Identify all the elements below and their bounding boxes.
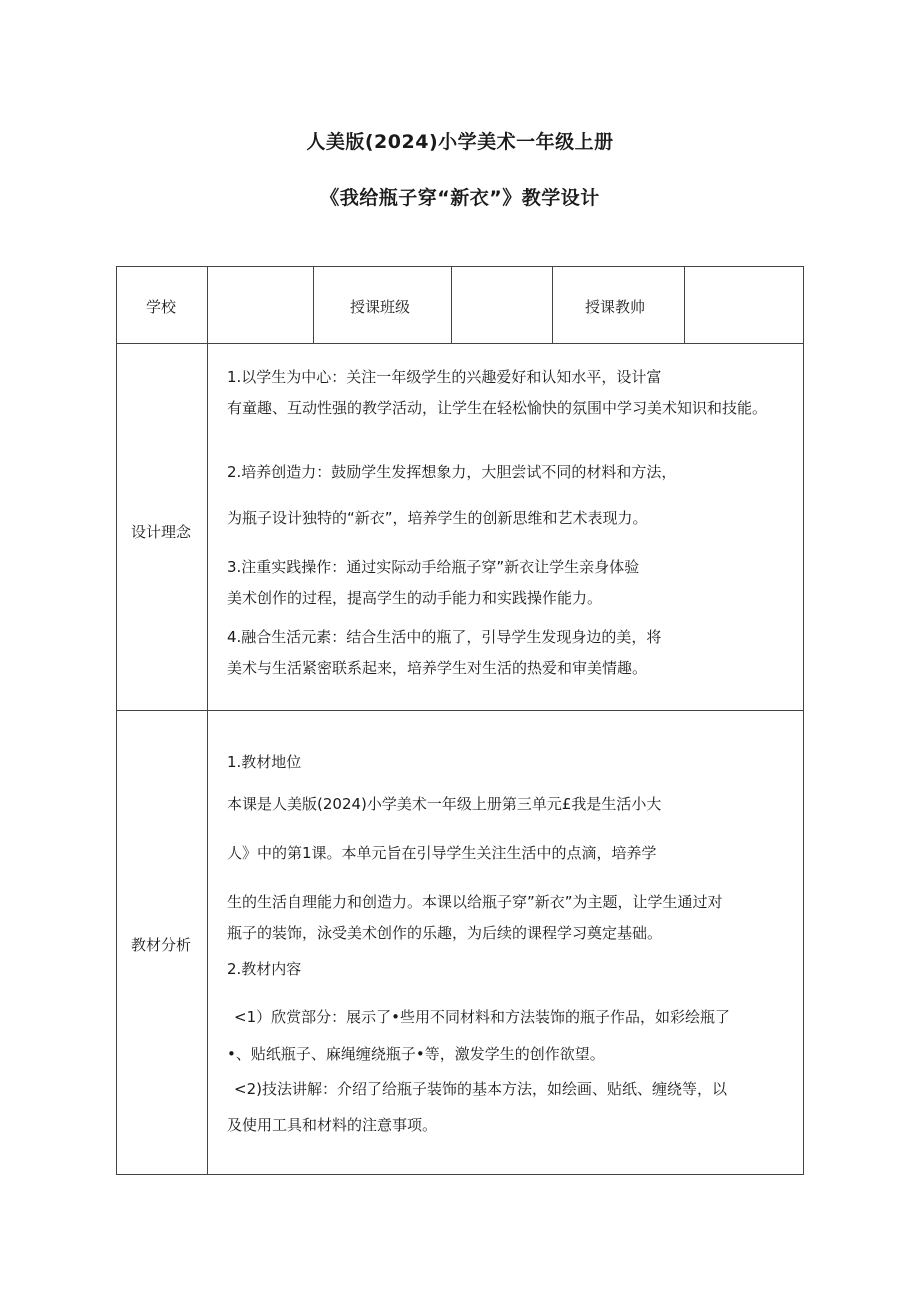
info-row-divider <box>313 266 314 343</box>
concept-point-3-line1: 3.注重实践操作：通过实际动手给瓶子穿”新衣让学生亲身体验 <box>227 558 640 576</box>
concept-point-4-line1: 4.融合生活元素：结合生活中的瓶了，引导学生发现身边的美，将 <box>227 628 662 646</box>
concept-point-2-line2: 为瓶子设计独特的“新衣”，培养学生的创新思维和艺术表现力。 <box>227 509 648 527</box>
material-line: <2)技法讲解：介绍了给瓶子装饰的基本方法，如绘画、贴纸、缠绕等，以 <box>234 1080 727 1098</box>
label-column-divider <box>207 266 208 1175</box>
material-line: 及使用工具和材料的注意事项。 <box>227 1116 438 1134</box>
class-value[interactable] <box>452 267 552 343</box>
concept-point-1-line1: 1.以学生为中心：关注一年级学生的兴趣爱好和认知水平，设计富 <box>227 368 662 386</box>
document-title: 人美版(2024)小学美术一年级上册 <box>306 131 614 153</box>
school-value[interactable] <box>208 267 313 343</box>
material-line: 本课是人美版(2024)小学美术一年级上册第三单元£我是生活小大 <box>227 795 662 813</box>
document-subtitle: 《我给瓶子穿“新衣”》教学设计 <box>320 187 600 209</box>
info-row-divider <box>552 266 553 343</box>
concept-point-4-line2: 美术与生活紧密联系起来，培养学生对生活的热爱和审美情趣。 <box>227 659 648 677</box>
material-line: 人》中的第1课。本单元旨在引导学生关注生活中的点滴，培养学 <box>227 844 657 862</box>
row-divider <box>116 710 804 711</box>
school-label: 学校 <box>146 298 177 316</box>
material-analysis-label: 教材分析 <box>131 936 192 954</box>
teacher-label: 授课教帅 <box>585 298 646 316</box>
row-divider <box>116 343 804 344</box>
class-label: 授课班级 <box>350 298 411 316</box>
material-line: 瓶子的装饰，泳受美术创作的乐趣，为后续的课程学习奠定基础。 <box>227 924 663 942</box>
concept-point-1-line2: 有童趣、互动性强的教学活动，让学生在轻松愉快的氛围中学习美术知识和技能。 <box>227 399 768 417</box>
material-line: 生的生活自理能力和创造力。本课以给瓶子穿”新衣”为主题，让学生通过对 <box>227 893 723 911</box>
material-heading-2: 2.教材内容 <box>227 960 302 978</box>
teacher-value[interactable] <box>685 267 803 343</box>
material-heading-1: 1.教材地位 <box>227 753 302 771</box>
material-line: •、贴纸瓶子、麻绳缠绕瓶子•等，激发学生的创作欲望。 <box>227 1045 605 1063</box>
material-line: <1）欣赏部分：展示了•些用不同材料和方法装饰的瓶子作品，如彩绘瓶了 <box>234 1008 730 1026</box>
concept-point-3-line2: 美术创作的过程，提高学生的动手能力和实践操作能力。 <box>227 589 603 607</box>
concept-point-2-line1: 2.培养创造力：鼓励学生发挥想象力，大胆尝试不同的材料和方法， <box>227 463 677 481</box>
design-concept-label: 设计理念 <box>131 523 192 541</box>
